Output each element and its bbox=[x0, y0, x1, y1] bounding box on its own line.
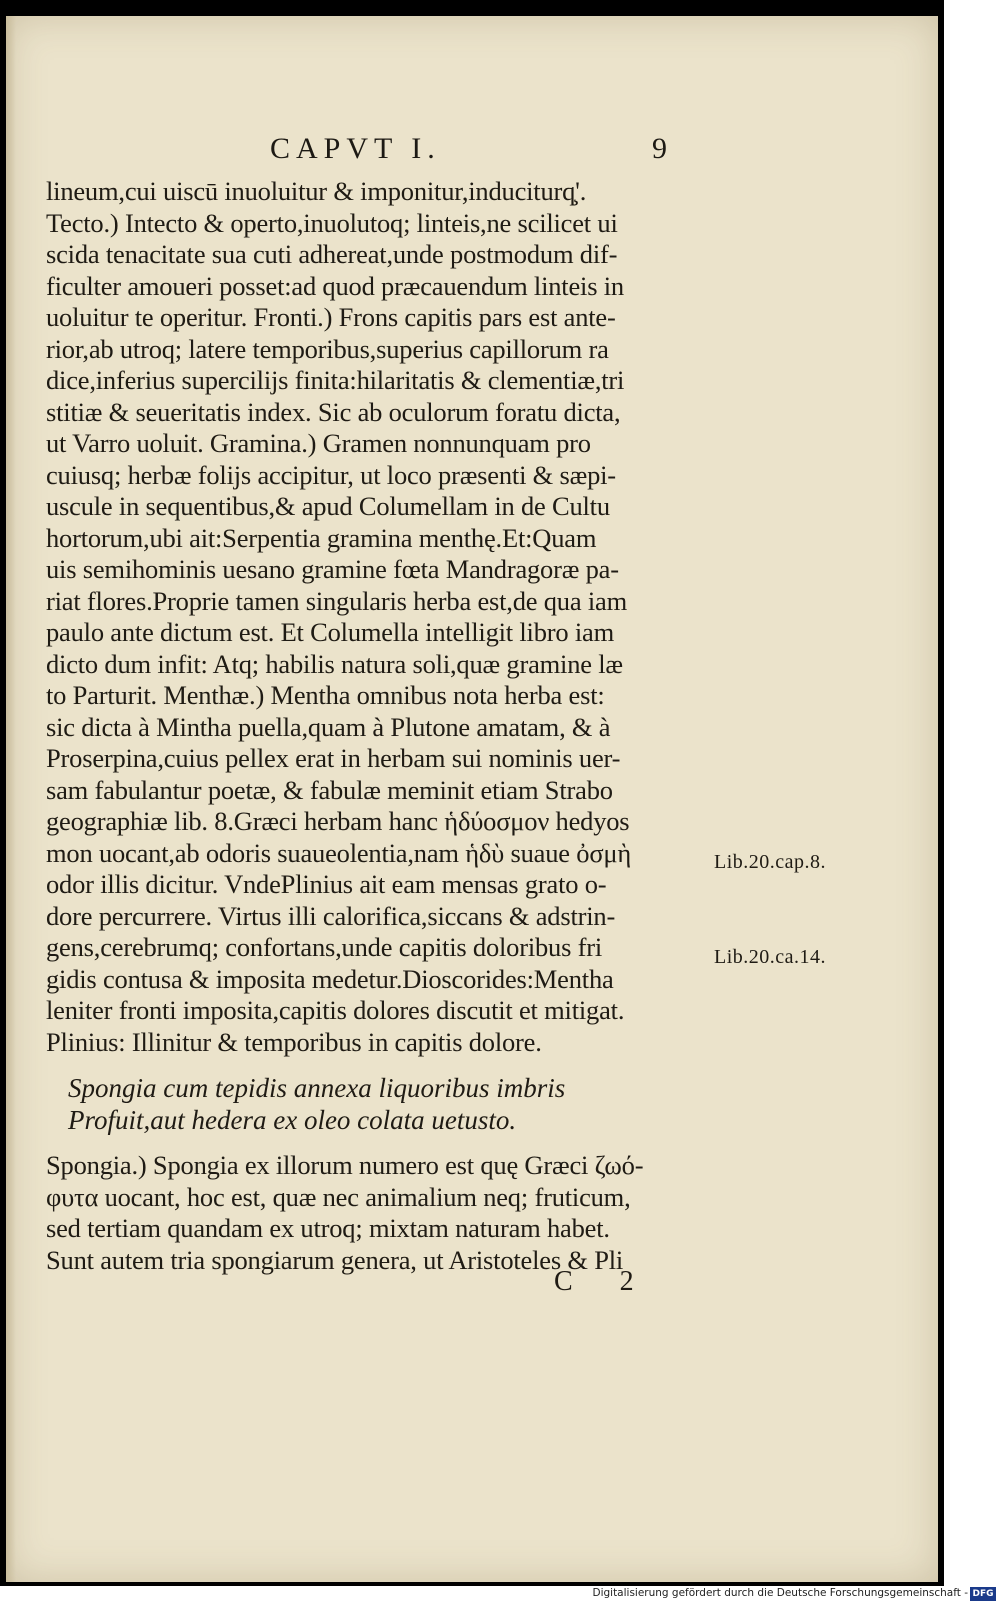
text-line: uis semihominis uesano gramine fœta Mandragoræ pa- bbox=[46, 554, 619, 584]
text-line: rior,ab utroq; latere temporibus,superius capillorum ra bbox=[46, 333, 609, 364]
text-line: dicto dum infit: Atq; habilis natura soli,quæ gramine læ bbox=[46, 648, 623, 679]
text-line: Sunt autem tria spongiarum genera, ut Aristoteles & Pli bbox=[46, 1244, 624, 1275]
text-line: lineum,cui uiscū inuoluitur & imponitur,induciturq̧'. bbox=[46, 176, 587, 206]
page-number: 9 bbox=[652, 132, 673, 165]
text-line: uscule in sequentibus,& apud Columellam in de Cultu bbox=[46, 491, 610, 521]
dfg-logo: DFG bbox=[970, 1587, 996, 1601]
verse-line: Profuit,aut hedera ex oleo colata uetusto. bbox=[68, 1105, 517, 1135]
text-line: stitiæ & seueritatis index. Sic ab oculorum foratu dicta, bbox=[46, 396, 621, 427]
text-line: gidis contusa & imposita medetur.Dioscorides:Mentha bbox=[46, 963, 614, 994]
running-title: CAPVT I. bbox=[270, 132, 441, 165]
text-line: gens,cerebrumq; confortans,unde capitis doloribus fri bbox=[46, 932, 603, 962]
text-line: scida tenacitate sua cuti adhereat,unde postmodum dif- bbox=[46, 239, 618, 269]
text-line: ut Varro uoluit. Gramina.) Gramen nonnunquam pro bbox=[46, 428, 591, 458]
text-line: cuiusq; herbæ folijs accipitur, ut loco præsenti & sæpi- bbox=[46, 459, 616, 490]
text-line: φυτα uocant, hoc est, quæ nec animalium neq; fruticum, bbox=[46, 1181, 631, 1212]
text-line: mon uocant,ab odoris suaueolentia,nam ἡδὺ suaue ὀσμὴ bbox=[46, 837, 632, 868]
text-line: Tecto.) Intecto & operto,inuolutoq; linteis,ne scilicet ui bbox=[46, 207, 618, 238]
text-line: sic dicta à Mintha puella,quam à Plutone amatam, & à bbox=[46, 711, 611, 742]
text-line: to Parturit. Menthæ.) Mentha omnibus nota herba est: bbox=[46, 680, 605, 710]
verse-line: Spongia cum tepidis annexa liquoribus imbris bbox=[68, 1073, 566, 1103]
text-line: sam fabulantur poetæ, & fabulæ meminit etiam Strabo bbox=[46, 774, 613, 805]
text-line: Proserpina,cuius pellex erat in herbam sui nominis uer- bbox=[46, 743, 621, 773]
text-line: ficulter amoueri posset:ad quod præcauendum linteis in bbox=[46, 270, 624, 301]
text-line: riat flores.Proprie tamen singularis herba est,de qua iam bbox=[46, 585, 627, 616]
text-line: Spongia.) Spongia ex illorum numero est quę Græci ζωό- bbox=[46, 1150, 644, 1180]
text-line: dice,inferius supercilijs finita:hilaritatis & clementiæ,tri bbox=[46, 365, 625, 395]
text-line: leniter fronti imposita,capitis dolores discutit et mitigat. bbox=[46, 995, 625, 1025]
spacer bbox=[46, 1136, 726, 1150]
text-line: geographiæ lib. 8.Græci herbam hanc ἡδύοσμον hedyos bbox=[46, 806, 630, 836]
text-line: sed tertiam quandam ex utroq; mixtam naturam habet. bbox=[46, 1213, 610, 1243]
margin-note: Lib.20.cap.8. bbox=[714, 851, 827, 873]
funding-credit: Digitalisierung gefördert durch die Deutsche Forschungsgemeinschaft - bbox=[592, 1587, 968, 1599]
body-text bbox=[46, 176, 726, 1276]
text-line: Plinius: Illinitur & temporibus in capitis dolore. bbox=[46, 1026, 542, 1057]
page-gutter-shadow bbox=[6, 16, 16, 1582]
spacer bbox=[46, 1058, 726, 1072]
book-page bbox=[6, 16, 938, 1582]
text-line: dore percurrere. Virtus illi calorifica,siccans & adstrin- bbox=[46, 900, 616, 931]
signature-mark: C 2 bbox=[554, 1266, 654, 1297]
text-line: uoluitur te operitur. Fronti.) Frons capitis pars est ante- bbox=[46, 302, 616, 332]
text-line: paulo ante dictum est. Et Columella intelligit libro iam bbox=[46, 617, 615, 647]
footer-bar bbox=[0, 1586, 1000, 1604]
text-line: odor illis dicitur. VndePlinius ait eam mensas grato o- bbox=[46, 869, 607, 899]
margin-note: Lib.20.ca.14. bbox=[714, 946, 827, 968]
text-line: hortorum,ubi ait:Serpentia gramina menthę.Et:Quam bbox=[46, 522, 597, 553]
